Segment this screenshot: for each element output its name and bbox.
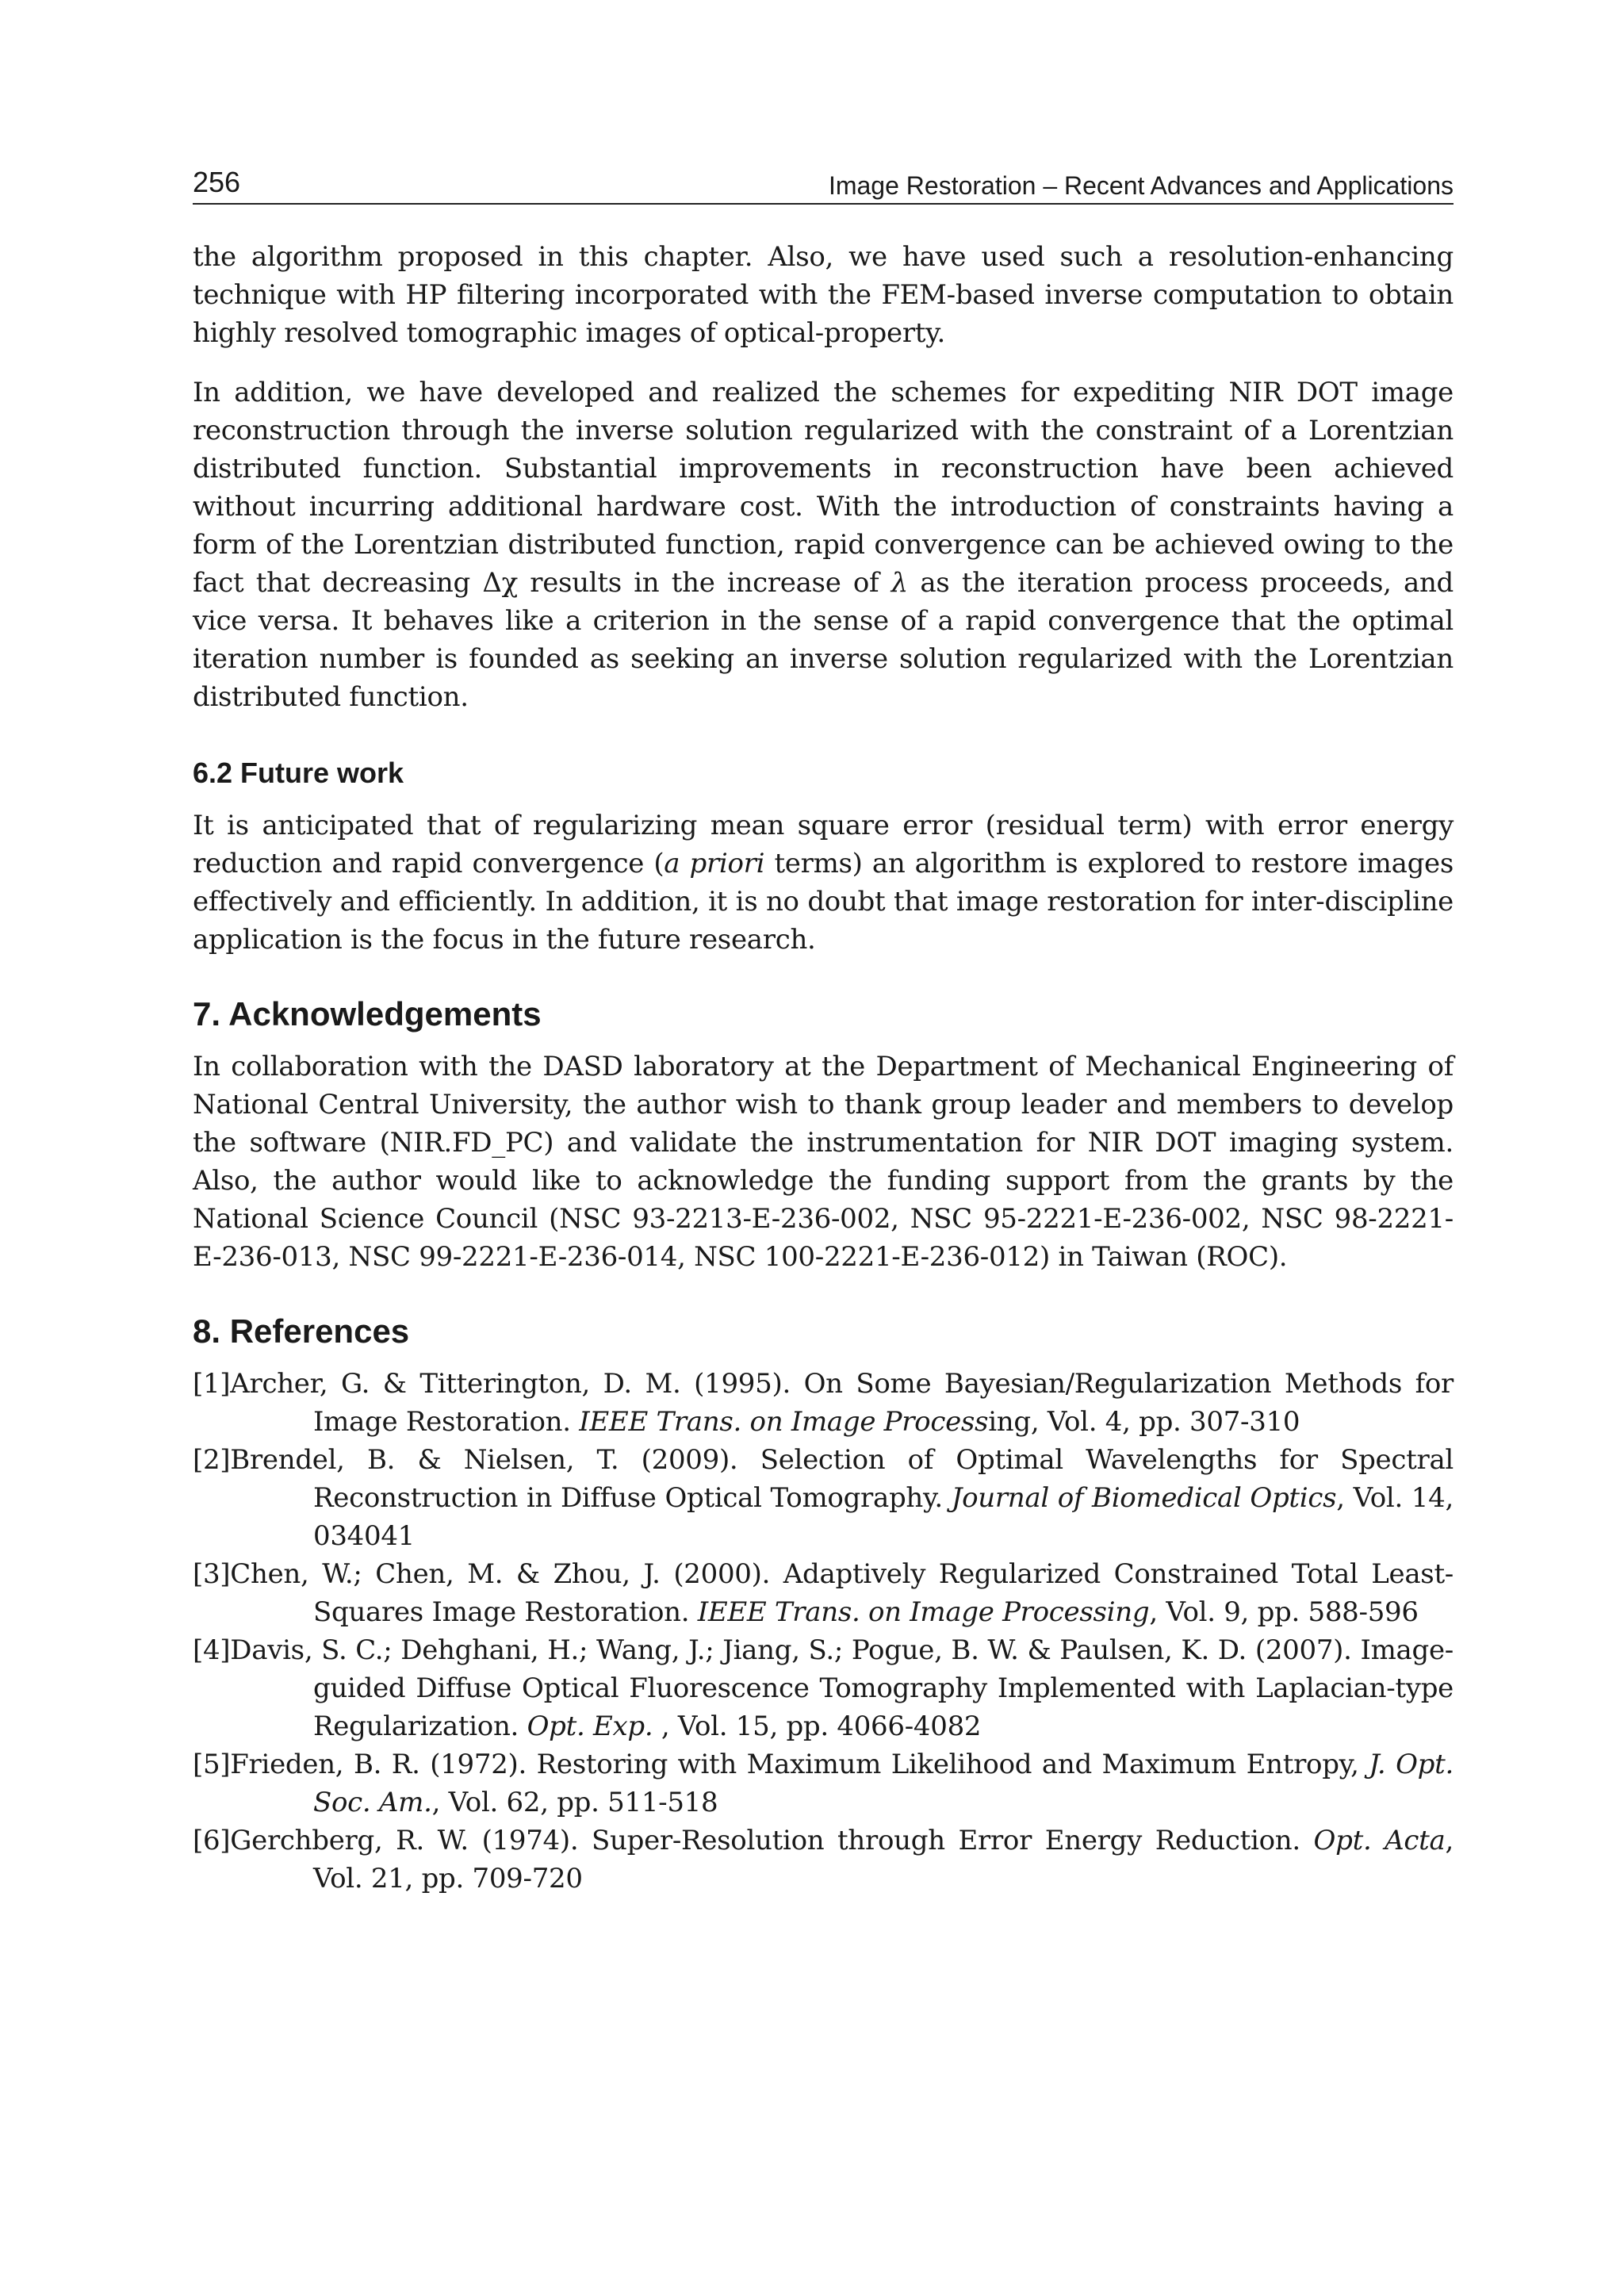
reference-authors-title: Davis, S. C.; Dehghani, H.; Wang, J.; Jiang, S.; Pogue, B. W. & Paulsen, K. D. (2007). Image-guided Diffuse Optical Fluorescence Tomography Implemented with Laplacian-type Regularization. bbox=[230, 1634, 1454, 1742]
heading-future-work: 6.2 Future work bbox=[193, 757, 404, 789]
reference-number: [6] bbox=[193, 1825, 231, 1856]
reference-details: , Vol. 62, pp. 511-518 bbox=[431, 1787, 718, 1818]
reference-authors-title: Archer, G. & Titterington, D. M. (1995). On Some Bayesian/Regularization Methods for Image Restoration. bbox=[230, 1368, 1454, 1438]
reference-details: , Vol. 9, pp. 588-596 bbox=[1149, 1596, 1419, 1628]
reference-item bbox=[193, 1365, 1454, 1441]
page-number: 256 bbox=[193, 166, 241, 198]
reference-details: , Vol. 15, pp. 4066-4082 bbox=[653, 1711, 982, 1742]
reference-number: [1] bbox=[193, 1368, 231, 1400]
paragraph-conclusion-continued bbox=[193, 238, 1454, 352]
lambda-symbol: λ bbox=[891, 567, 908, 599]
reference-item bbox=[193, 1631, 1454, 1745]
reference-details: ing, Vol. 4, pp. 307-310 bbox=[988, 1406, 1300, 1438]
running-header bbox=[193, 163, 1454, 205]
reference-journal: Opt. Acta bbox=[1313, 1825, 1446, 1856]
reference-details: , Vol. 21, pp. 709-720 bbox=[313, 1825, 1454, 1894]
paragraph-acknowledgements bbox=[193, 1048, 1454, 1276]
reference-journal: Journal of Biomedical Optics bbox=[951, 1482, 1337, 1514]
reference-item bbox=[193, 1822, 1454, 1898]
reference-authors-title: Brendel, B. & Nielsen, T. (2009). Selection of Optimal Wavelengths for Spectral Reconstruction in Diffuse Optical Tomography. bbox=[230, 1444, 1454, 1514]
reference-item bbox=[193, 1441, 1454, 1555]
paragraph-text: In collaboration with the DASD laboratory at the Department of Mechanical Engineering of National Central University, the author wish to thank group leader and members to develop the software (NIR.FD_PC) and validate the instrumentation for NIR DOT imaging system. Also, the author would like to acknowledge the funding support from the grants by the National Science Council (NSC 93-2213-E-236-002, NSC 95-2221-E-236-002, NSC 98-2221-E-236-013, NSC 99-2221-E-236-014, NSC 100-2221-E-236-012) in Taiwan (ROC). bbox=[193, 1051, 1454, 1273]
reference-authors-title: Gerchberg, R. W. (1974). Super-Resolution through Error Energy Reduction. bbox=[230, 1825, 1314, 1856]
delta-chi-symbol: Δχ bbox=[482, 567, 518, 599]
paragraph-text: terms) an algorithm is explored to restore images effectively and efficiently. In addition, it is no doubt that image restoration for inter-discipline application is the focus in the future research. bbox=[193, 848, 1454, 956]
italic-term: a priori bbox=[664, 848, 765, 879]
reference-journal: J. Opt. Soc. Am. bbox=[313, 1749, 1454, 1818]
reference-item bbox=[193, 1745, 1454, 1822]
paragraph-lorentzian bbox=[193, 374, 1454, 716]
reference-number: [4] bbox=[193, 1634, 231, 1666]
reference-item bbox=[193, 1555, 1454, 1631]
paragraph-text: It is anticipated that of regularizing mean square error (residual term) with error energy reduction and rapid convergence ( bbox=[193, 810, 1454, 879]
main-text bbox=[193, 238, 1454, 1898]
reference-number: [2] bbox=[193, 1444, 231, 1476]
reference-number: [5] bbox=[193, 1749, 231, 1780]
paragraph-text: the algorithm proposed in this chapter. Also, we have used such a resolution-enhancing technique with HP filtering incorporated with the FEM-based inverse computation to obtain highly resolved tomographic images of optical-property. bbox=[193, 241, 1454, 349]
paragraph-text: In addition, we have developed and realized the schemes for expediting NIR DOT image reconstruction through the inverse solution regularized with the constraint of a Lorentzian distributed function. Substantial improvements in reconstruction have been achieved without incurring additional hardware cost. With the introduction of constraints having a form of the Lorentzian distributed function, rapid convergence can be achieved owing to the fact that decreasing bbox=[193, 377, 1454, 599]
reference-journal: IEEE Trans. on Image Processing bbox=[697, 1596, 1150, 1628]
paragraph-text: as the iteration process proceeds, and vice versa. It behaves like a criterion in the sense of a rapid convergence that the optimal iteration number is founded as seeking an inverse solution regularized with the Lorentzian distributed function. bbox=[193, 567, 1454, 713]
reference-number: [3] bbox=[193, 1558, 231, 1590]
paragraph-future-work bbox=[193, 806, 1454, 959]
reference-authors-title: Chen, W.; Chen, M. & Zhou, J. (2000). Adaptively Regularized Constrained Total Least-Squares Image Restoration. bbox=[230, 1558, 1454, 1628]
reference-journal: IEEE Trans. on Image Process bbox=[579, 1406, 989, 1438]
reference-list bbox=[193, 1365, 1454, 1898]
reference-details: , Vol. 14, 034041 bbox=[313, 1482, 1454, 1552]
reference-authors-title: Frieden, B. R. (1972). Restoring with Maximum Likelihood and Maximum Entropy, bbox=[230, 1749, 1369, 1780]
paragraph-text: results in the increase of bbox=[517, 567, 891, 599]
book-title: Image Restoration – Recent Advances and Applications bbox=[828, 171, 1454, 200]
heading-acknowledgements: 7. Acknowledgements bbox=[193, 995, 542, 1032]
reference-journal: Opt. Exp. bbox=[527, 1711, 653, 1742]
heading-references: 8. References bbox=[193, 1312, 410, 1350]
